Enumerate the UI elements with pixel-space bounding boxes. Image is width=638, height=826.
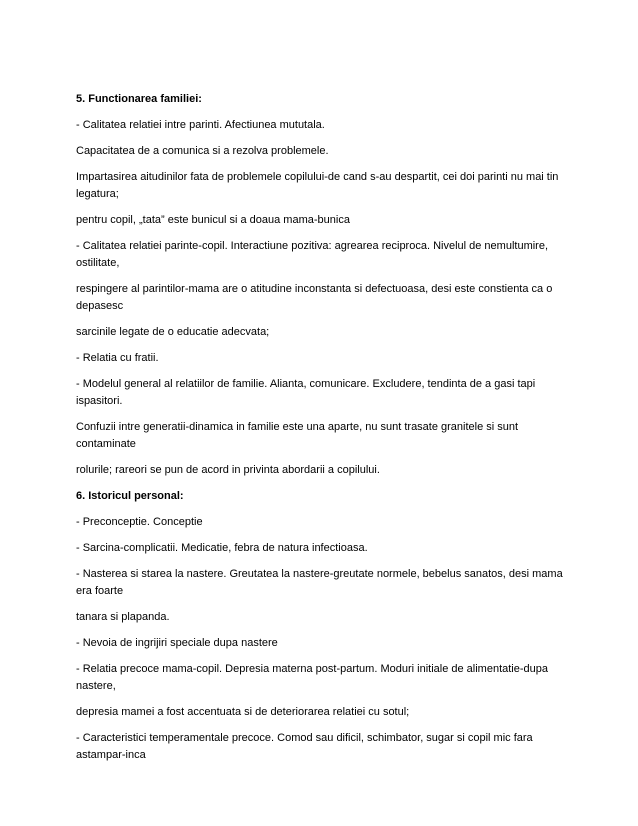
paragraph: - Modelul general al relatiilor de familie. Alianta, comunicare. Excludere, tendinta de a gasi tapi ispasitori. [76,378,536,407]
paragraph: - Nevoia de ingrijiri speciale dupa nastere [76,637,278,649]
paragraph: Capacitatea de a comunica si a rezolva problemele. [76,145,329,157]
document-body [76,91,576,773]
paragraph: - Relatia cu fratii. [76,352,159,364]
paragraph: depresia mamei a fost accentuata si de deteriorarea relatiei cu sotul; [76,706,410,718]
paragraph: Impartasirea aitudinilor fata de problemele copilului-de cand s-au despartit, cei doi parinti nu mai tin legatura; [76,171,559,200]
paragraph: - Preconceptie. Conceptie [76,516,203,528]
paragraph: - Sarcina-complicatii. Medicatie, febra de natura infectioasa. [76,542,368,554]
paragraph: - Caracteristici temperamentale precoce. Comod sau dificil, schimbator, sugar si copil mic fara astampar-inca [76,732,533,761]
section-heading-personal-history: 6. Istoricul personal: [76,490,184,502]
paragraph: sarcinile legate de o educatie adecvata; [76,326,270,338]
paragraph: tanara si plapanda. [76,611,170,623]
paragraph: respingere al parintilor-mama are o atitudine inconstanta si defectuoasa, desi este constienta ca o depasesc [76,283,553,312]
section-heading-family-functioning: 5. Functionarea familiei: [76,93,202,105]
paragraph: - Calitatea relatiei parinte-copil. Interactiune pozitiva: agrearea reciproca. Nivelul de nemultumire, ostilitate, [76,240,549,269]
paragraph: pentru copil, „tata” este bunicul si a doaua mama-bunica [76,214,350,226]
paragraph: - Calitatea relatiei intre parinti. Afectiunea mututala. [76,119,325,131]
paragraph: Confuzii intre generatii-dinamica in familie este una aparte, nu sunt trasate granitele si sunt contaminate [76,421,519,450]
paragraph: - Relatia precoce mama-copil. Depresia materna post-partum. Moduri initiale de alimentatie-dupa nastere, [76,663,548,692]
paragraph: rolurile; rareori se pun de acord in privinta abordarii a copilului. [76,464,380,476]
paragraph: - Nasterea si starea la nastere. Greutatea la nastere-greutate normele, bebelus sanatos, desi mama era foarte [76,568,563,597]
